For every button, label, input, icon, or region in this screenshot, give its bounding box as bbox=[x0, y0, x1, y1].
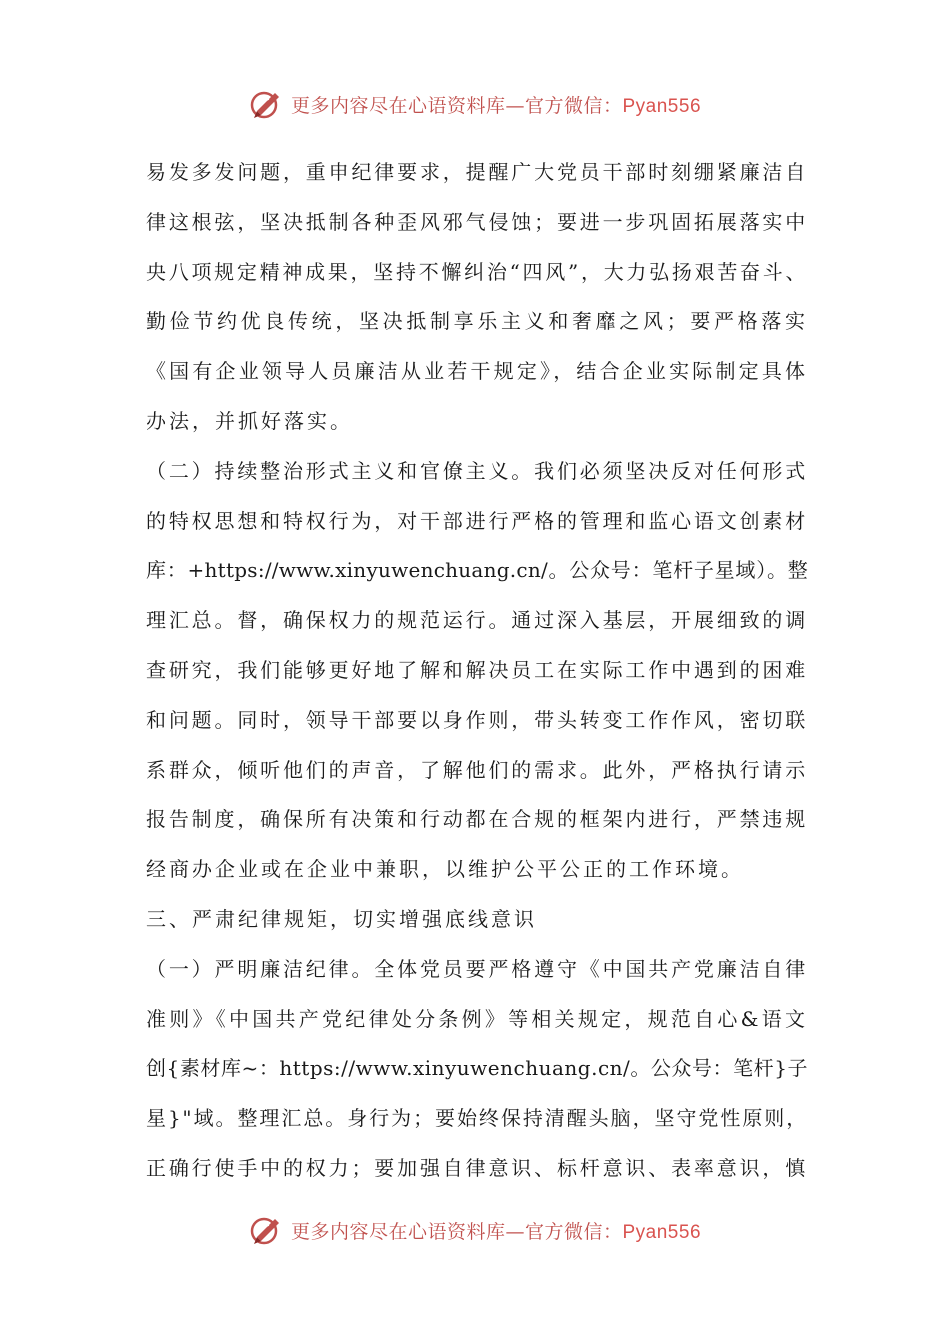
text-line: （一）严明廉洁纪律。全体党员要严格遵守《中国共产党廉洁自律 bbox=[146, 956, 808, 981]
header-banner-text: 更多内容尽在心语资料库—官方微信：Pyan556 bbox=[290, 94, 702, 117]
text-line: 经商办企业或在企业中兼职，以维护公平公正的工作环境。 bbox=[146, 857, 744, 882]
text-line: 报告制度，确保所有决策和行动都在合规的框架内进行，严禁违规 bbox=[146, 807, 808, 832]
text-line: 库：+https://www.xinyuwenchuang.cn/。公众号：笔杆子星域）。整 bbox=[146, 558, 808, 583]
text-line: （二）持续整治形式主义和官僚主义。我们必须坚决反对任何形式 bbox=[146, 458, 808, 483]
footer-banner bbox=[0, 1208, 950, 1252]
text-line: 星}"域。整理汇总。身行为；要始终保持清醒头脑，坚守党性原则， bbox=[146, 1106, 808, 1131]
text-line: 和问题。同时，领导干部要以身作则，带头转变工作作风，密切联 bbox=[146, 707, 808, 732]
pen-logo-icon bbox=[249, 87, 283, 121]
header-banner bbox=[0, 82, 950, 126]
pen-logo-icon bbox=[249, 1213, 283, 1247]
text-line: 三、严肃纪律规矩，切实增强底线意识 bbox=[146, 906, 537, 931]
document-body bbox=[146, 152, 808, 1198]
footer-banner-text: 更多内容尽在心语资料库—官方微信：Pyan556 bbox=[290, 1220, 702, 1243]
text-line: 勤俭节约优良传统，坚决抵制享乐主义和奢靡之风；要严格落实 bbox=[146, 309, 808, 334]
text-line: 律这根弦，坚决抵制各种歪风邪气侵蚀；要进一步巩固拓展落实中 bbox=[146, 209, 808, 234]
text-line: 理汇总。督，确保权力的规范运行。通过深入基层，开展细致的调 bbox=[146, 608, 808, 633]
header-banner-handle: Pyan556 bbox=[622, 95, 702, 117]
text-line: 易发多发问题，重申纪律要求，提醒广大党员干部时刻绷紧廉洁自 bbox=[146, 160, 808, 184]
text-line: 的特权思想和特权行为，对干部进行严格的管理和监心语文创素材 bbox=[146, 508, 808, 533]
footer-banner-handle: Pyan556 bbox=[622, 1221, 702, 1243]
text-line: 系群众，倾听他们的声音，了解他们的需求。此外，严格执行请示 bbox=[146, 757, 808, 782]
text-line: 办法，并抓好落实。 bbox=[146, 408, 353, 433]
text-line: 正确行使手中的权力；要加强自律意识、标杆意识、表率意识，慎 bbox=[146, 1155, 808, 1180]
text-line: 央八项规定精神成果，坚持不懈纠治“四风”，大力弘扬艰苦奋斗、 bbox=[146, 259, 808, 284]
text-line: 准则》《中国共产党纪律处分条例》等相关规定，规范自心&语文 bbox=[146, 1006, 808, 1031]
text-line: 《国有企业领导人员廉洁从业若干规定》，结合企业实际制定具体 bbox=[146, 359, 808, 384]
text-line: 查研究，我们能够更好地了解和解决员工在实际工作中遇到的困难 bbox=[146, 657, 808, 682]
text-line: 创{素材库~：https://www.xinyuwenchuang.cn/。公众号：笔杆}子 bbox=[146, 1056, 808, 1081]
